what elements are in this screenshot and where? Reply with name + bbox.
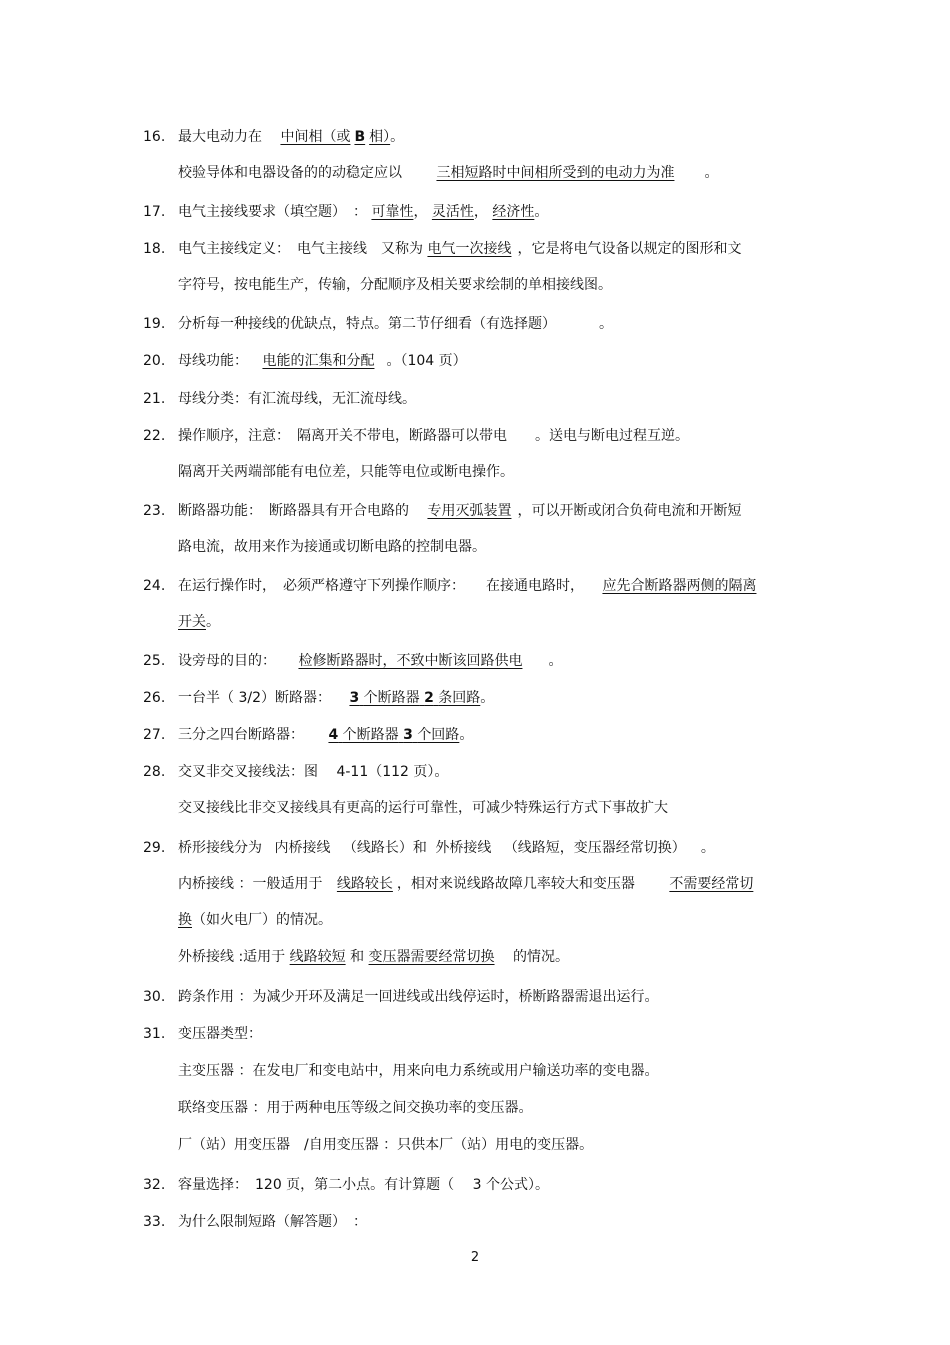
item-number: 27.: [143, 727, 166, 743]
page-number: 2: [470, 1250, 480, 1265]
item-number: 17.: [143, 204, 166, 220]
item-33: 33. 为什么限制短路（解答题） ：: [0, 1211, 950, 1233]
item-number: 28.: [143, 764, 166, 780]
blank-answer: 线路较长: [336, 876, 393, 892]
item-number: 30.: [143, 989, 166, 1005]
item-29: 29. 桥形接线分为 内桥接线 （线路长）和 外桥接线 （线路短，变压器经常切换） 。: [0, 837, 950, 859]
item-number: 16.: [143, 129, 166, 145]
blank-answer: 中间相（或 B 相）: [280, 129, 391, 145]
item-19: 19. 分析每一种接线的优缺点，特点。第二节仔细看（有选择题） 。: [0, 313, 950, 335]
item-number: 26.: [143, 690, 166, 706]
item-22: 22. 操作顺序，注意： 隔离开关不带电，断路器可以带电 。送电与断电过程互逆。: [0, 425, 950, 447]
blank-answer: 灵活性: [431, 204, 474, 220]
blank-answer: 3 个断路器 2 条回路: [349, 690, 481, 706]
item-16: 16. 最大电动力在 中间相（或 B 相）。: [0, 126, 950, 148]
item-number: 32.: [143, 1177, 166, 1193]
item-number: 23.: [143, 503, 166, 519]
blank-answer: 4 个断路器 3 个回路: [328, 727, 460, 743]
item-16-sub: 校验导体和电器设备的的动稳定应以 三相短路时中间相所受到的电动力为准 。: [178, 165, 719, 181]
item-30: 30. 跨条作用 ：为减少开环及满足一回进线或出线停运时，桥断路器需退出运行。: [0, 986, 950, 1008]
item-31: 31. 变压器类型：: [0, 1023, 950, 1045]
item-number: 19.: [143, 316, 166, 332]
blank-answer: 三相短路时中间相所受到的电动力为准: [436, 165, 675, 181]
item-24: 24. 在运行操作时， 必须严格遵守下列操作顺序： 在接通电路时， 应先合断路器两侧的隔离: [0, 575, 950, 597]
item-25: 25. 设旁母的目的： 检修断路器时，不致中断该回路供电 。: [0, 650, 950, 672]
blank-answer: 换: [178, 912, 192, 928]
blank-answer: 电气一次接线: [427, 241, 512, 257]
blank-answer: 变压器需要经常切换: [368, 949, 495, 965]
item-23: 23. 断路器功能： 断路器具有开合电路的 专用灭弧装置 ，可以开断或闭合负荷电流和开断短: [0, 500, 950, 522]
blank-answer: 经济性: [492, 204, 535, 220]
item-24-sub: 开关。: [178, 614, 220, 630]
blank-answer: 应先合断路器两侧的隔离: [602, 578, 757, 594]
item-number: 18.: [143, 241, 166, 257]
item-number: 29.: [143, 840, 166, 856]
item-26: 26. 一台半（ 3/2）断路器： 3 个断路器 2 条回路。: [0, 687, 950, 709]
blank-answer: 电能的汇集和分配: [262, 353, 375, 369]
item-21: 21. 母线分类：有汇流母线，无汇流母线。: [0, 388, 950, 410]
item-31-sub2: 联络变压器 ：用于两种电压等级之间交换功率的变压器。: [178, 1100, 533, 1116]
item-31-sub1: 主变压器 ：在发电厂和变电站中，用来向电力系统或用户输送功率的变电器。: [178, 1063, 659, 1079]
item-18: 18. 电气主接线定义： 电气主接线 又称为 电气一次接线 ，它是将电气设备以规定的图形和文: [0, 238, 950, 260]
item-text: 最大电动力在: [178, 129, 262, 145]
blank-answer: 专用灭弧装置: [427, 503, 512, 519]
item-32: 32. 容量选择： 120 页，第二小点。有计算题（ 3 个公式）。: [0, 1174, 950, 1196]
blank-answer: 不需要经常切: [669, 876, 754, 892]
blank-answer: 可靠性: [371, 204, 414, 220]
blank-answer: 检修断路器时，不致中断该回路供电: [298, 653, 523, 669]
blank-answer: 线路较短: [289, 949, 346, 965]
item-28-sub: 交叉接线比非交叉接线具有更高的运行可靠性，可减少特殊运行方式下事故扩大: [178, 800, 668, 816]
item-29-sub2: 换（如火电厂）的情况。: [178, 912, 332, 928]
item-23-sub: 路电流，故用来作为接通或切断电路的控制电器。: [178, 539, 486, 555]
item-18-sub: 字符号，按电能生产，传输，分配顺序及相关要求绘制的单相接线图。: [178, 277, 612, 293]
item-29-sub1: 内桥接线 ：一般适用于 线路较长 ，相对来说线路故障几率较大和变压器 不需要经常切: [0, 873, 950, 895]
item-20: 20. 母线功能： 电能的汇集和分配 。（104 页）: [0, 350, 950, 372]
item-31-sub3: 厂（站）用变压器 /自用变压器 ：只供本厂（站）用电的变压器。: [178, 1137, 594, 1153]
item-17: 17. 电气主接线要求（填空题） ： 可靠性， 灵活性， 经济性。: [0, 201, 950, 223]
item-number: 24.: [143, 578, 166, 594]
item-number: 20.: [143, 353, 166, 369]
item-27: 27. 三分之四台断路器： 4 个断路器 3 个回路。: [0, 724, 950, 746]
item-29-sub3: 外桥接线 :适用于 线路较短 和 变压器需要经常切换 的情况。: [178, 949, 569, 965]
item-number: 21.: [143, 391, 166, 407]
item-22-sub: 隔离开关两端部能有电位差，只能等电位或断电操作。: [178, 464, 514, 480]
item-number: 22.: [143, 428, 166, 444]
item-number: 31.: [143, 1026, 166, 1042]
blank-answer: 开关: [178, 614, 206, 630]
item-28: 28. 交叉非交叉接线法：图 4-11（112 页）。: [0, 761, 950, 783]
item-number: 25.: [143, 653, 166, 669]
item-number: 33.: [143, 1214, 166, 1230]
